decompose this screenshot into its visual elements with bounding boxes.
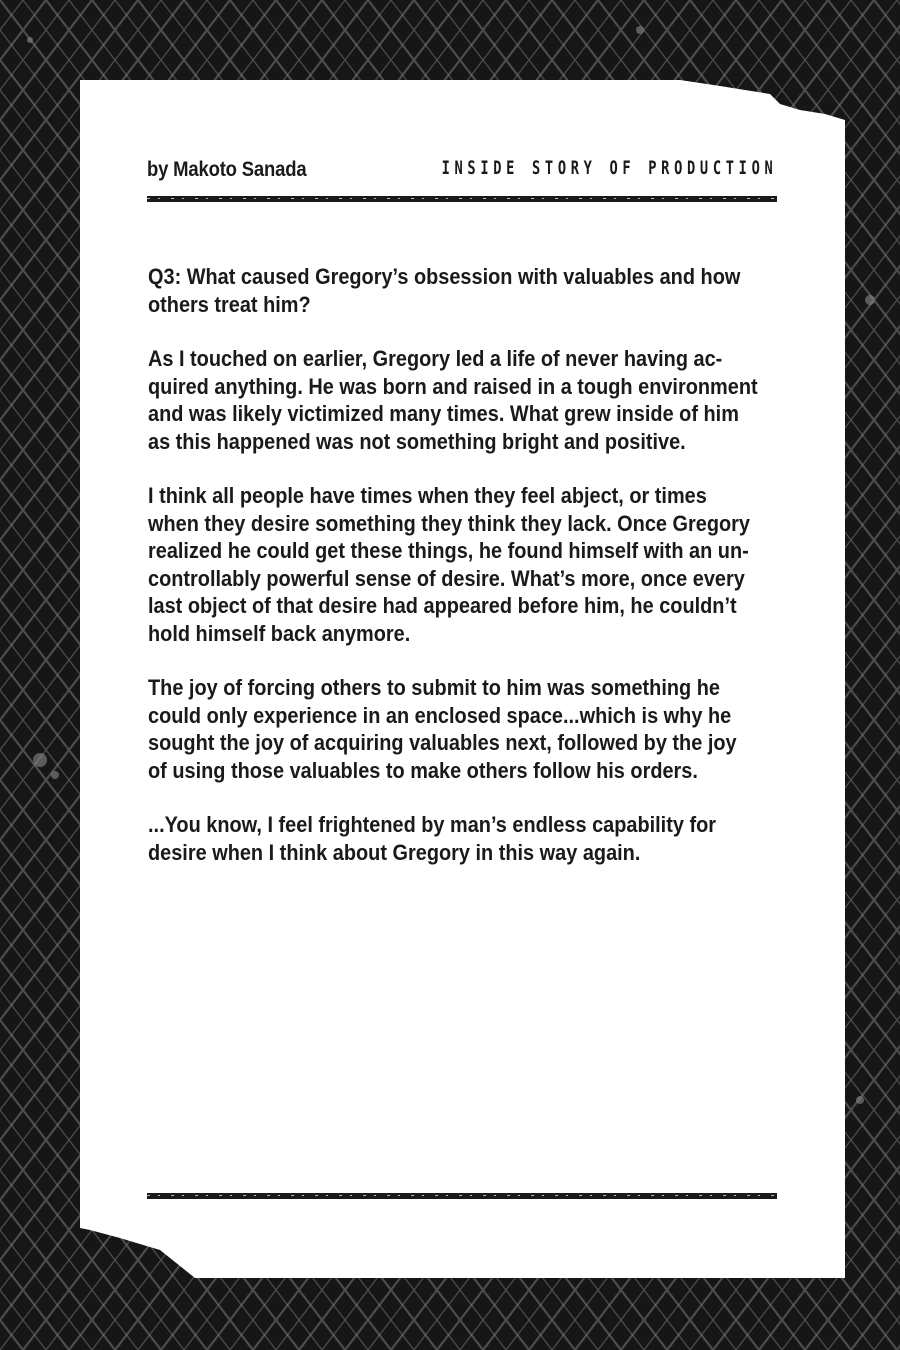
text-line: ...You know, I feel frightened by man’s endless capability for [148, 812, 717, 837]
text-line: Q3: What caused Gregory’s obsession with valuables and how [148, 264, 741, 289]
bottom-rule [147, 1193, 777, 1199]
top-rule [147, 196, 777, 202]
text-line: others treat him? [148, 291, 311, 317]
text-line: last object of that desire had appeared before him, he couldn’t [148, 593, 737, 618]
text-line: as this happened was not something bright and positive. [148, 428, 686, 454]
answer-paragraph [148, 482, 768, 647]
text-line: I think all people have times when they feel abject, or times [148, 483, 707, 508]
answer-paragraph [148, 811, 768, 866]
text-line: hold himself back anymore. [148, 620, 411, 646]
article-body [148, 263, 848, 893]
answer-paragraph [148, 674, 768, 784]
text-line: of using those valuables to make others follow his orders. [148, 757, 698, 783]
text-line: could only experience in an enclosed space...which is why he [148, 702, 732, 728]
text-line: controllably powerful sense of desire. What’s more, once every [148, 565, 745, 591]
answer-paragraph [148, 345, 768, 455]
series-title: INSIDE STORY OF PRODUCTION [441, 157, 777, 179]
text-line: quired anything. He was born and raised in a tough environment [148, 373, 758, 399]
text-line: realized he could get these things, he found himself with an un- [148, 538, 749, 563]
page-header [147, 155, 777, 195]
text-line: desire when I think about Gregory in this way again. [148, 839, 641, 865]
text-line: and was likely victimized many times. What grew inside of him [148, 401, 739, 426]
question-paragraph [148, 263, 768, 318]
text-line: As I touched on earlier, Gregory led a life of never having ac- [148, 346, 723, 371]
text-line: The joy of forcing others to submit to him was something he [148, 675, 720, 700]
byline: by Makoto Sanada [147, 158, 307, 181]
text-line: sought the joy of acquiring valuables next, followed by the joy [148, 730, 737, 755]
text-line: when they desire something they think they lack. Once Gregory [148, 510, 750, 536]
